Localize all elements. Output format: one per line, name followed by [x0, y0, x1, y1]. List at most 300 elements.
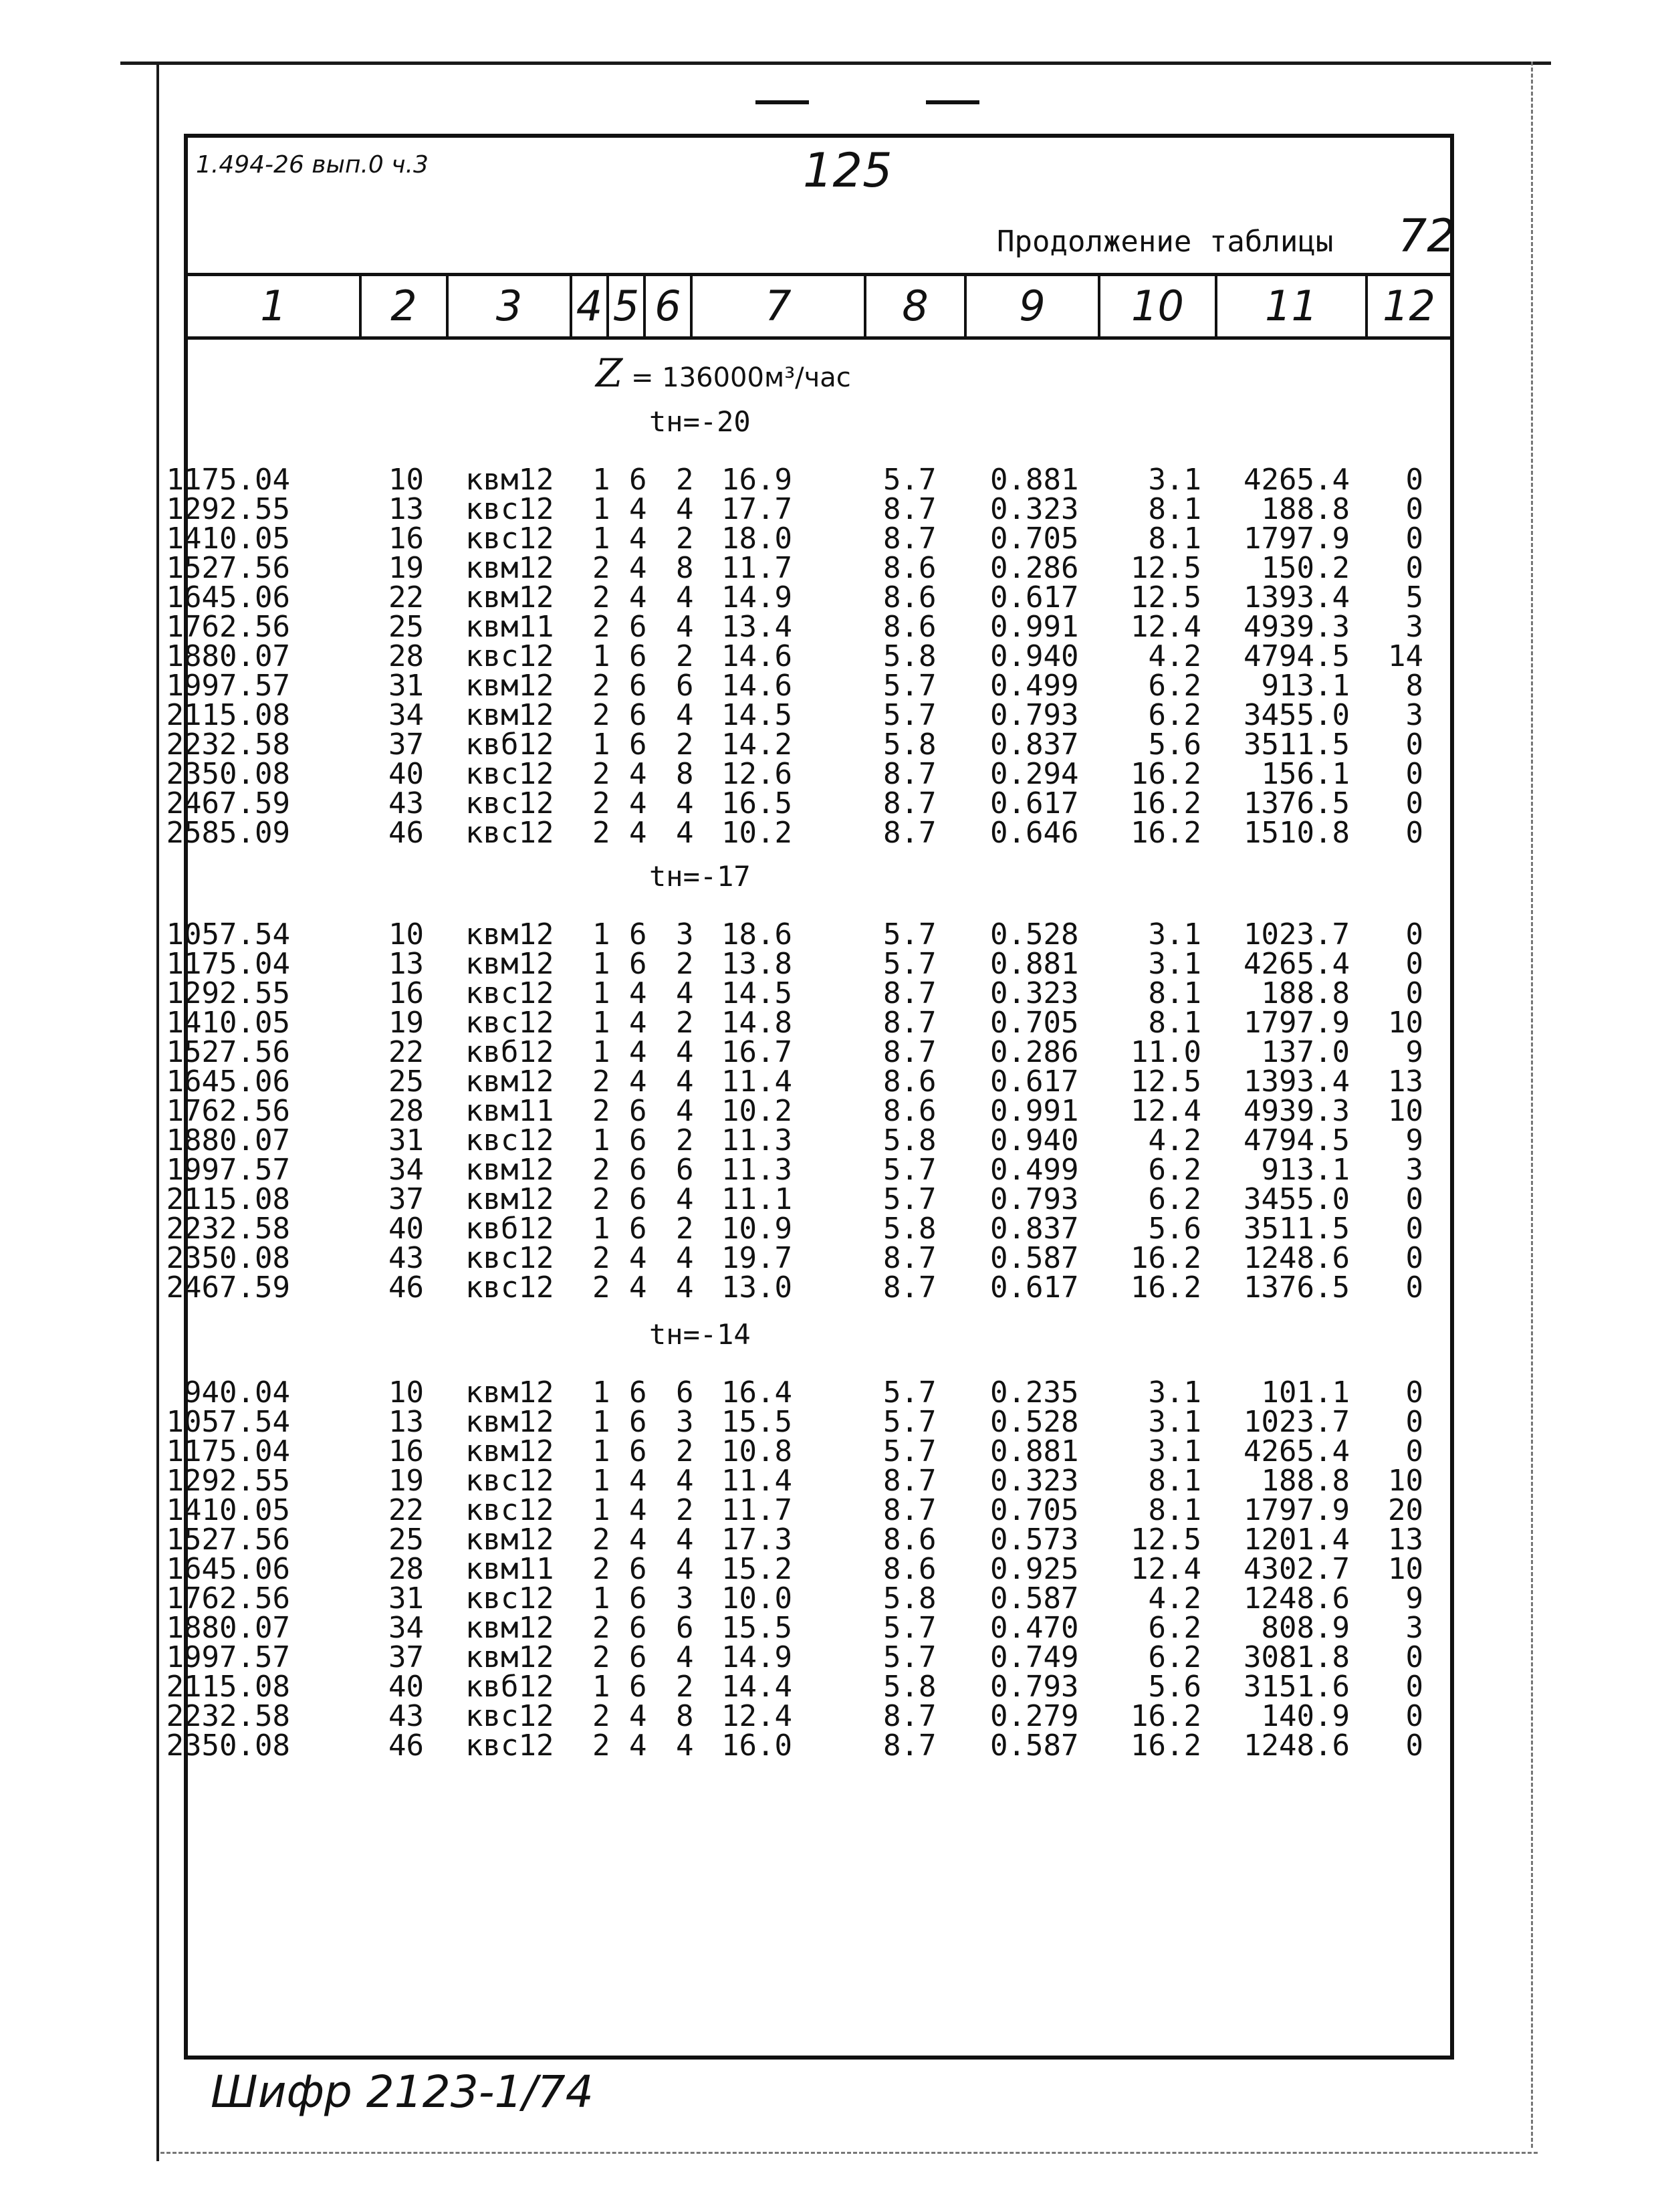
- cell-col-12: 5: [1405, 580, 1423, 615]
- cell-col-11: 1023.7: [1244, 917, 1350, 952]
- cell-col-1: 2115.08: [166, 1670, 290, 1704]
- cell-col-4: 1: [592, 1375, 610, 1410]
- cell-col-7: 14.5: [721, 976, 792, 1010]
- cell-col-7: 15.5: [721, 1405, 792, 1439]
- cell-col-10: 6.2: [1148, 669, 1201, 703]
- cell-col-5: 6: [629, 698, 647, 732]
- cell-col-6: 2: [676, 1670, 694, 1704]
- cell-col-2: 16: [388, 976, 424, 1010]
- cell-col-1: 2350.08: [166, 1729, 290, 1763]
- cell-col-12: 0: [1405, 976, 1423, 1010]
- cell-col-6: 2: [676, 1212, 694, 1246]
- cell-col-5: 6: [629, 1182, 647, 1216]
- cell-col-6: 8: [676, 551, 694, 585]
- cell-col-2: 43: [388, 1699, 424, 1733]
- cell-col-6: 4: [676, 698, 694, 732]
- cell-col-6: 4: [676, 1182, 694, 1216]
- table-row: [166, 1729, 1450, 1763]
- section-title: tн=-14: [649, 1318, 751, 1351]
- cell-col-4: 1: [592, 639, 610, 673]
- cell-col-9: 0.499: [990, 1153, 1079, 1187]
- cell-col-3: квс12: [465, 1493, 554, 1527]
- cell-col-11: 808.9: [1261, 1611, 1350, 1645]
- table-row: [166, 639, 1450, 673]
- cell-col-6: 4: [676, 1035, 694, 1069]
- cell-col-10: 5.6: [1148, 1670, 1201, 1704]
- cell-col-2: 19: [388, 1006, 424, 1040]
- table-row: [166, 1270, 1450, 1305]
- cell-col-1: 1880.07: [166, 1123, 290, 1157]
- cell-col-12: 0: [1405, 1640, 1423, 1674]
- cell-col-1: 1292.55: [166, 492, 290, 526]
- cell-col-10: 12.5: [1131, 1523, 1201, 1557]
- cell-col-9: 0.286: [990, 551, 1079, 585]
- cell-col-10: 3.1: [1148, 1375, 1201, 1410]
- cell-col-2: 25: [388, 1523, 424, 1557]
- cell-col-3: квс12: [465, 522, 554, 556]
- cell-col-6: 4: [676, 492, 694, 526]
- cell-col-9: 0.793: [990, 1670, 1079, 1704]
- cell-col-6: 4: [676, 1729, 694, 1763]
- cell-col-10: 16.2: [1131, 1241, 1201, 1275]
- cell-col-4: 2: [592, 1094, 610, 1128]
- sheet-bottom-edge: [160, 2152, 1538, 2154]
- cell-col-1: 1645.06: [166, 1065, 290, 1099]
- cell-col-12: 3: [1405, 610, 1423, 644]
- cell-col-3: квм12: [465, 1065, 554, 1099]
- cell-col-12: 0: [1405, 786, 1423, 820]
- cell-col-4: 1: [592, 1493, 610, 1527]
- table-row: [166, 1065, 1450, 1099]
- table-row: [166, 1241, 1450, 1275]
- cell-col-11: 3511.5: [1244, 1212, 1350, 1246]
- table-number: 72: [1398, 210, 1456, 263]
- cell-col-4: 2: [592, 1182, 610, 1216]
- cell-col-8: 5.7: [883, 1153, 937, 1187]
- cell-col-12: 14: [1388, 639, 1423, 673]
- section-rows: [166, 463, 1450, 850]
- sheet-top-edge: [120, 62, 1551, 65]
- cell-col-5: 4: [629, 757, 647, 791]
- cell-col-8: 5.7: [883, 1375, 937, 1410]
- cell-col-1: 2232.58: [166, 728, 290, 762]
- cell-col-7: 14.4: [721, 1670, 792, 1704]
- cell-col-12: 13: [1388, 1523, 1423, 1557]
- cell-col-4: 2: [592, 1523, 610, 1557]
- cell-col-1: 1527.56: [166, 1035, 290, 1069]
- cell-col-4: 2: [592, 580, 610, 615]
- cell-col-7: 19.7: [721, 1241, 792, 1275]
- cell-col-2: 13: [388, 947, 424, 981]
- cell-col-6: 4: [676, 786, 694, 820]
- cell-col-2: 40: [388, 1212, 424, 1246]
- cell-col-2: 19: [388, 1464, 424, 1498]
- table-row: [166, 1699, 1450, 1733]
- section-title: tн=-17: [649, 860, 751, 893]
- cell-col-11: 913.1: [1261, 1153, 1350, 1187]
- cell-col-5: 4: [629, 786, 647, 820]
- cell-col-5: 6: [629, 1094, 647, 1128]
- cell-col-6: 4: [676, 816, 694, 850]
- cell-col-6: 8: [676, 757, 694, 791]
- cell-col-1: 1410.05: [166, 522, 290, 556]
- cell-col-1: 2350.08: [166, 757, 290, 791]
- cell-col-10: 5.6: [1148, 728, 1201, 762]
- cell-col-10: 5.6: [1148, 1212, 1201, 1246]
- cell-col-1: 1997.57: [166, 669, 290, 703]
- cell-col-1: 1175.04: [166, 463, 290, 497]
- cell-col-11: 4939.3: [1244, 1094, 1350, 1128]
- cell-col-8: 5.7: [883, 669, 937, 703]
- column-header-5: 5: [609, 276, 646, 336]
- cell-col-11: 4794.5: [1244, 1123, 1350, 1157]
- cell-col-4: 1: [592, 1434, 610, 1468]
- cell-col-9: 0.940: [990, 1123, 1079, 1157]
- table-row: [166, 1405, 1450, 1439]
- cell-col-9: 0.587: [990, 1729, 1079, 1763]
- cell-col-5: 4: [629, 1065, 647, 1099]
- cell-col-11: 188.8: [1261, 976, 1350, 1010]
- cell-col-7: 16.9: [721, 463, 792, 497]
- cell-col-3: квб12: [465, 728, 554, 762]
- column-header-10: 10: [1100, 276, 1217, 336]
- column-header-11: 11: [1217, 276, 1368, 336]
- cell-col-4: 1: [592, 1212, 610, 1246]
- cell-col-8: 8.7: [883, 976, 937, 1010]
- cell-col-2: 34: [388, 698, 424, 732]
- cell-col-11: 4265.4: [1244, 947, 1350, 981]
- cell-col-10: 12.5: [1131, 551, 1201, 585]
- column-header-row: [188, 273, 1450, 340]
- table-row: [166, 1035, 1450, 1069]
- cell-col-5: 6: [629, 669, 647, 703]
- table-row: [166, 816, 1450, 850]
- cell-col-12: 0: [1405, 728, 1423, 762]
- cell-col-5: 6: [629, 1552, 647, 1586]
- cell-col-8: 8.7: [883, 1241, 937, 1275]
- cell-col-8: 5.7: [883, 463, 937, 497]
- cell-col-10: 3.1: [1148, 463, 1201, 497]
- cell-col-7: 11.4: [721, 1464, 792, 1498]
- table-row: [166, 1523, 1450, 1557]
- cell-col-4: 2: [592, 1065, 610, 1099]
- cell-col-10: 4.2: [1148, 1581, 1201, 1616]
- cell-col-12: 0: [1405, 1729, 1423, 1763]
- cell-col-1: 1880.07: [166, 639, 290, 673]
- cell-col-11: 101.1: [1261, 1375, 1350, 1410]
- cell-col-11: 150.2: [1261, 551, 1350, 585]
- cell-col-4: 2: [592, 1153, 610, 1187]
- cell-col-4: 2: [592, 786, 610, 820]
- cell-col-7: 11.3: [721, 1153, 792, 1187]
- cell-col-12: 0: [1405, 1699, 1423, 1733]
- cell-col-11: 1376.5: [1244, 1270, 1350, 1305]
- cell-col-4: 1: [592, 1035, 610, 1069]
- cell-col-7: 14.6: [721, 639, 792, 673]
- cell-col-4: 2: [592, 1552, 610, 1586]
- cell-col-1: 2232.58: [166, 1212, 290, 1246]
- cell-col-6: 4: [676, 580, 694, 615]
- cell-col-12: 0: [1405, 1670, 1423, 1704]
- cell-col-12: 10: [1388, 1464, 1423, 1498]
- cell-col-5: 6: [629, 639, 647, 673]
- cell-col-7: 14.8: [721, 1006, 792, 1040]
- cell-col-3: квм11: [465, 610, 554, 644]
- cell-col-5: 4: [629, 1006, 647, 1040]
- cell-col-2: 40: [388, 1670, 424, 1704]
- cell-col-7: 10.2: [721, 816, 792, 850]
- column-header-7: 7: [693, 276, 866, 336]
- cell-col-3: квс12: [465, 1464, 554, 1498]
- cell-col-3: квс12: [465, 492, 554, 526]
- cell-col-8: 5.7: [883, 1182, 937, 1216]
- cell-col-11: 3081.8: [1244, 1640, 1350, 1674]
- cell-col-9: 0.705: [990, 1006, 1079, 1040]
- cell-col-6: 6: [676, 1375, 694, 1410]
- sheet-left-edge: [156, 62, 159, 2161]
- cell-col-1: 1292.55: [166, 1464, 290, 1498]
- document-code: 1.494-26 вып.0 ч.3: [196, 151, 429, 179]
- table-row: [166, 463, 1450, 497]
- cell-col-1: 1527.56: [166, 551, 290, 585]
- cell-col-7: 12.4: [721, 1699, 792, 1733]
- table-row: [166, 1006, 1450, 1040]
- cell-col-12: 0: [1405, 492, 1423, 526]
- cell-col-1: 1762.56: [166, 1581, 290, 1616]
- cell-col-12: 10: [1388, 1094, 1423, 1128]
- cell-col-10: 16.2: [1131, 757, 1201, 791]
- cell-col-6: 4: [676, 1523, 694, 1557]
- cell-col-7: 14.2: [721, 728, 792, 762]
- cell-col-3: квм11: [465, 1552, 554, 1586]
- cell-col-10: 12.5: [1131, 580, 1201, 615]
- cell-col-7: 13.4: [721, 610, 792, 644]
- cell-col-9: 0.587: [990, 1581, 1079, 1616]
- cell-col-5: 6: [629, 1670, 647, 1704]
- cell-col-7: 14.5: [721, 698, 792, 732]
- table-row: [166, 669, 1450, 703]
- cell-col-3: квм12: [465, 1375, 554, 1410]
- cell-col-7: 13.8: [721, 947, 792, 981]
- cell-col-9: 0.528: [990, 1405, 1079, 1439]
- cell-col-2: 13: [388, 1405, 424, 1439]
- table-row: [166, 1153, 1450, 1187]
- cell-col-8: 8.6: [883, 551, 937, 585]
- cell-col-9: 0.749: [990, 1640, 1079, 1674]
- cell-col-9: 0.940: [990, 639, 1079, 673]
- table-row: [166, 610, 1450, 644]
- cell-col-7: 14.9: [721, 580, 792, 615]
- cell-col-12: 3: [1405, 1611, 1423, 1645]
- cell-col-7: 14.6: [721, 669, 792, 703]
- cell-col-3: квб12: [465, 1670, 554, 1704]
- cell-col-2: 37: [388, 1182, 424, 1216]
- cell-col-9: 0.323: [990, 976, 1079, 1010]
- cell-col-2: 43: [388, 1241, 424, 1275]
- cell-col-2: 19: [388, 551, 424, 585]
- cell-col-12: 0: [1405, 463, 1423, 497]
- cell-col-11: 3151.6: [1244, 1670, 1350, 1704]
- cell-col-6: 2: [676, 728, 694, 762]
- cell-col-8: 8.7: [883, 1464, 937, 1498]
- table-row: [166, 1182, 1450, 1216]
- cell-col-2: 34: [388, 1611, 424, 1645]
- cell-col-2: 28: [388, 1552, 424, 1586]
- cell-col-8: 8.7: [883, 1035, 937, 1069]
- cell-col-12: 0: [1405, 1212, 1423, 1246]
- cell-col-5: 4: [629, 816, 647, 850]
- cell-col-11: 1797.9: [1244, 1493, 1350, 1527]
- cell-col-4: 2: [592, 1270, 610, 1305]
- cell-col-12: 0: [1405, 522, 1423, 556]
- cell-col-12: 8: [1405, 669, 1423, 703]
- cell-col-5: 6: [629, 1212, 647, 1246]
- cell-col-3: квм12: [465, 551, 554, 585]
- cell-col-8: 5.7: [883, 1611, 937, 1645]
- cell-col-7: 16.0: [721, 1729, 792, 1763]
- cell-col-7: 15.5: [721, 1611, 792, 1645]
- cell-col-11: 4265.4: [1244, 1434, 1350, 1468]
- cell-col-3: квс12: [465, 1699, 554, 1733]
- cell-col-3: квб12: [465, 1035, 554, 1069]
- cell-col-5: 6: [629, 1611, 647, 1645]
- cell-col-3: квм12: [465, 1434, 554, 1468]
- cell-col-3: квм12: [465, 1153, 554, 1187]
- cell-col-9: 0.881: [990, 947, 1079, 981]
- cell-col-9: 0.705: [990, 522, 1079, 556]
- table-row: [166, 757, 1450, 791]
- cell-col-9: 0.323: [990, 492, 1079, 526]
- cell-col-3: квм12: [465, 1405, 554, 1439]
- cell-col-2: 37: [388, 728, 424, 762]
- cell-col-7: 18.0: [721, 522, 792, 556]
- cell-col-6: 3: [676, 917, 694, 952]
- cell-col-11: 913.1: [1261, 669, 1350, 703]
- cell-col-12: 0: [1405, 1405, 1423, 1439]
- cell-col-11: 4794.5: [1244, 639, 1350, 673]
- cell-col-7: 17.7: [721, 492, 792, 526]
- column-header-8: 8: [866, 276, 967, 336]
- cell-col-9: 0.573: [990, 1523, 1079, 1557]
- cell-col-7: 11.1: [721, 1182, 792, 1216]
- table-row: [166, 1212, 1450, 1246]
- cell-col-6: 4: [676, 1094, 694, 1128]
- cell-col-5: 4: [629, 1523, 647, 1557]
- cell-col-5: 6: [629, 1375, 647, 1410]
- cell-col-11: 1797.9: [1244, 1006, 1350, 1040]
- sheet-right-edge: [1531, 62, 1533, 2148]
- cell-col-8: 8.6: [883, 610, 937, 644]
- cell-col-2: 10: [388, 1375, 424, 1410]
- cell-col-5: 4: [629, 492, 647, 526]
- cell-col-3: квб12: [465, 1212, 554, 1246]
- cell-col-1: 1997.57: [166, 1153, 290, 1187]
- cell-col-3: квм12: [465, 669, 554, 703]
- cell-col-4: 1: [592, 1464, 610, 1498]
- cell-col-7: 17.3: [721, 1523, 792, 1557]
- cell-col-7: 10.2: [721, 1094, 792, 1128]
- cell-col-1: 2467.59: [166, 1270, 290, 1305]
- cell-col-5: 6: [629, 463, 647, 497]
- cell-col-5: 6: [629, 1123, 647, 1157]
- cell-col-12: 9: [1405, 1581, 1423, 1616]
- page-number: 125: [803, 143, 893, 198]
- cell-col-6: 3: [676, 1581, 694, 1616]
- cell-col-10: 8.1: [1148, 976, 1201, 1010]
- cell-col-9: 0.294: [990, 757, 1079, 791]
- cell-col-4: 2: [592, 757, 610, 791]
- cell-col-9: 0.991: [990, 1094, 1079, 1128]
- cell-col-12: 0: [1405, 917, 1423, 952]
- cell-col-3: квм12: [465, 1182, 554, 1216]
- cell-col-4: 2: [592, 669, 610, 703]
- cell-col-1: 1762.56: [166, 1094, 290, 1128]
- cell-col-10: 6.2: [1148, 1640, 1201, 1674]
- cell-col-7: 12.6: [721, 757, 792, 791]
- cell-col-3: квс12: [465, 757, 554, 791]
- cell-col-6: 6: [676, 669, 694, 703]
- cell-col-3: квс12: [465, 639, 554, 673]
- table-row: [166, 1640, 1450, 1674]
- cell-col-7: 11.3: [721, 1123, 792, 1157]
- cell-col-3: квм12: [465, 580, 554, 615]
- cell-col-8: 8.7: [883, 522, 937, 556]
- cell-col-7: 11.7: [721, 1493, 792, 1527]
- cell-col-1: 2467.59: [166, 786, 290, 820]
- cell-col-7: 14.9: [721, 1640, 792, 1674]
- cell-col-11: 3455.0: [1244, 698, 1350, 732]
- cell-col-10: 16.2: [1131, 1729, 1201, 1763]
- cell-col-5: 4: [629, 1493, 647, 1527]
- cell-col-12: 0: [1405, 1434, 1423, 1468]
- cell-col-3: квс12: [465, 1006, 554, 1040]
- cell-col-3: квм12: [465, 947, 554, 981]
- cell-col-6: 2: [676, 522, 694, 556]
- cell-col-7: 18.6: [721, 917, 792, 952]
- table-row: [166, 1552, 1450, 1586]
- column-header-1: 1: [188, 276, 362, 336]
- cell-col-1: 1057.54: [166, 917, 290, 952]
- cell-col-8: 5.8: [883, 1212, 937, 1246]
- cell-col-12: 0: [1405, 551, 1423, 585]
- cell-col-8: 8.7: [883, 1270, 937, 1305]
- cell-col-6: 4: [676, 610, 694, 644]
- cell-col-3: квм12: [465, 698, 554, 732]
- cell-col-5: 4: [629, 551, 647, 585]
- cell-col-6: 4: [676, 1552, 694, 1586]
- cell-col-2: 37: [388, 1640, 424, 1674]
- cell-col-10: 3.1: [1148, 947, 1201, 981]
- cell-col-5: 4: [629, 1035, 647, 1069]
- cell-col-4: 2: [592, 1611, 610, 1645]
- flow-symbol: Z: [596, 350, 623, 396]
- cell-col-5: 6: [629, 917, 647, 952]
- cell-col-5: 4: [629, 1699, 647, 1733]
- cell-col-10: 8.1: [1148, 1464, 1201, 1498]
- cell-col-1: 940.04: [184, 1375, 290, 1410]
- cell-col-10: 6.2: [1148, 1153, 1201, 1187]
- cell-col-6: 4: [676, 1270, 694, 1305]
- cell-col-8: 5.8: [883, 1123, 937, 1157]
- cell-col-5: 4: [629, 1241, 647, 1275]
- cell-col-12: 9: [1405, 1123, 1423, 1157]
- cell-col-2: 46: [388, 816, 424, 850]
- cell-col-4: 1: [592, 976, 610, 1010]
- cell-col-11: 3455.0: [1244, 1182, 1350, 1216]
- cell-col-8: 5.8: [883, 728, 937, 762]
- cell-col-2: 25: [388, 1065, 424, 1099]
- cell-col-9: 0.279: [990, 1699, 1079, 1733]
